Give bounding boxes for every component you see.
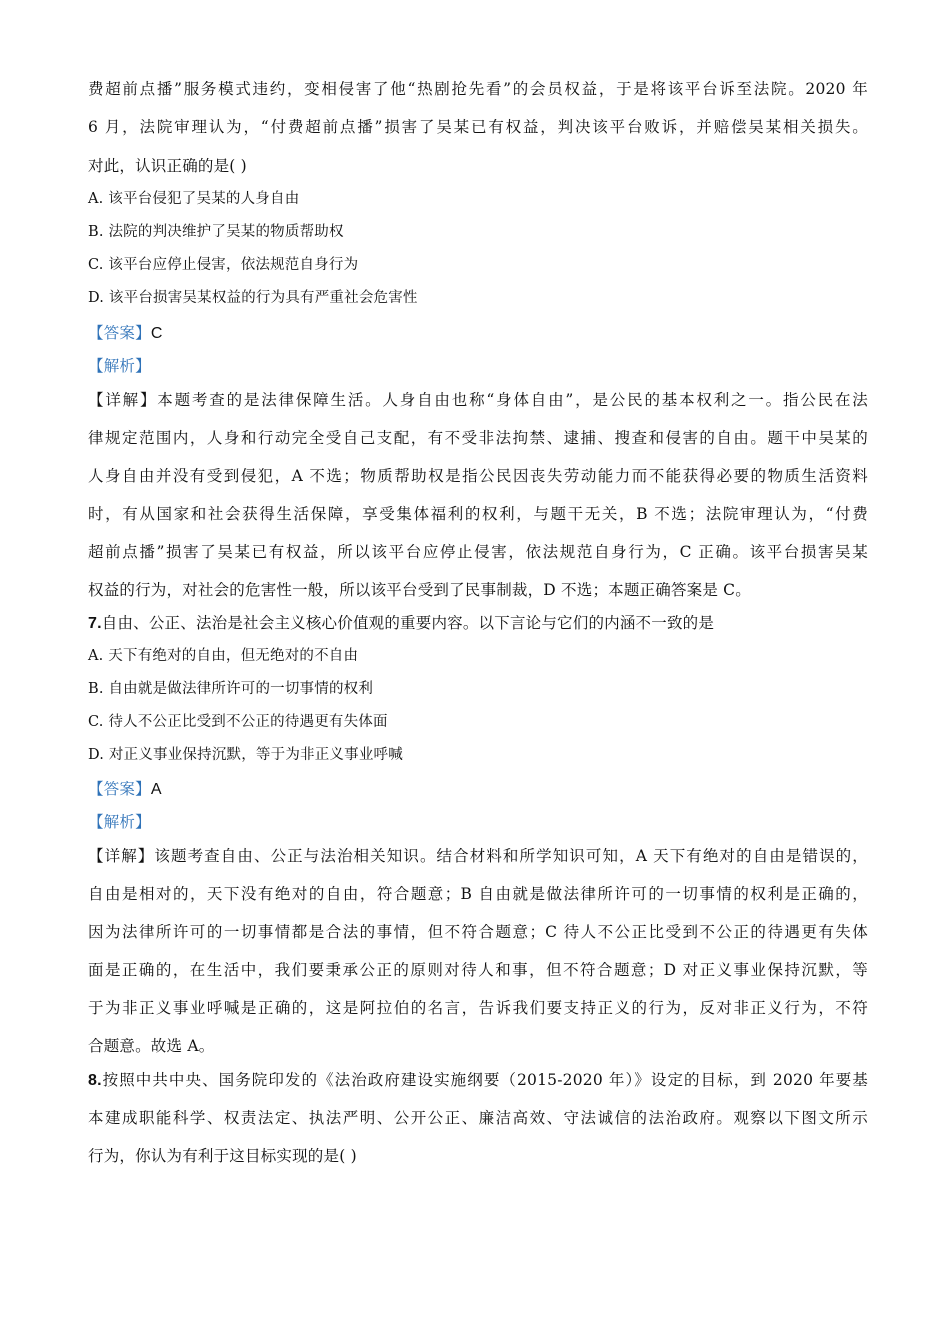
q7-detail-line-3: 因为法律所许可的一切事情都是合法的事情，但不符合题意；C 待人不公正比受到不公正的待遇更有失体 — [88, 923, 868, 941]
q8-stem-line-1 — [88, 1069, 868, 1092]
q6-detail-line-5: 超前点播”损害了吴某已有权益，所以该平台应停止侵害，依法规范自身行为，C 正确。该平台损害吴某 — [88, 543, 868, 561]
q6-analysis-tag — [88, 355, 868, 377]
q8-stem-line-3: 行为，你认为有利于这目标实现的是( ) — [88, 1147, 357, 1165]
q6-detail-line-2: 律规定范围内，人身和行动完全受自己支配，有不受非法拘禁、逮捕、搜查和侵害的自由。题干中吴某的 — [88, 429, 868, 447]
q6-stem-line-1: 费超前点播”服务模式违约，变相侵害了他“热剧抢先看”的会员权益，于是将该平台诉至法院。2020 年 — [88, 80, 868, 98]
analysis-tag: 【解析】 — [88, 813, 151, 831]
q6-option-d: D. 该平台损害吴某权益的行为具有严重社会危害性 — [88, 290, 418, 306]
q6-detail-line-1 — [88, 389, 868, 411]
q7-detail-line-1 — [88, 845, 868, 867]
q6-answer — [88, 322, 868, 345]
answer-tag: 【答案】 — [88, 780, 151, 798]
q7-detail-line-6: 合题意。故选 A。 — [88, 1037, 215, 1055]
detail-tag: 【详解】 — [88, 391, 158, 409]
q7-option-c: C. 待人不公正比受到不公正的待遇更有失体面 — [88, 714, 388, 730]
q7-stem — [88, 612, 868, 635]
answer-value: C — [150, 325, 163, 342]
q7-option-d: D. 对正义事业保持沉默，等于为非正义事业呼喊 — [88, 747, 403, 763]
q7-detail-line-2: 自由是相对的，天下没有绝对的自由，符合题意；B 自由就是做法律所许可的一切事情的权利是正确的， — [88, 885, 868, 903]
detail-tag: 【详解】 — [88, 847, 155, 865]
q7-number: 7. — [88, 615, 102, 632]
detail-text: 该题考查自由、公正与法治相关知识。结合材料和所学知识可知，A 天下有绝对的自由是错误的， — [154, 847, 868, 865]
q6-option-c: C. 该平台应停止侵害，依法规范自身行为 — [88, 257, 359, 273]
answer-value: A — [150, 781, 162, 798]
analysis-tag: 【解析】 — [88, 357, 151, 375]
q6-option-a: A. 该平台侵犯了吴某的人身自由 — [88, 191, 300, 207]
q8-stem-text: 按照中共中央、国务院印发的《法治政府建设实施纲要（2015-2020 年）》设定的目标，到 2020 年要基 — [101, 1071, 868, 1089]
q7-detail-line-4: 面是正确的，在生活中，我们要秉承公正的原则对待人和事，但不符合题意；D 对正义事业保持沉默，等 — [88, 961, 868, 979]
q7-answer — [88, 778, 868, 801]
q6-detail-line-3: 人身自由并没有受到侵犯，A 不选；物质帮助权是指公民因丧失劳动能力而不能获得必要的物质生活资料 — [88, 467, 868, 485]
q6-detail-line-4: 时，有从国家和社会获得生活保障，享受集体福利的权利，与题干无关，B 不选；法院审理认为，“付费 — [88, 505, 868, 523]
q7-stem-text: 自由、公正、法治是社会主义核心价值观的重要内容。以下言论与它们的内涵不一致的是 — [101, 614, 715, 632]
q7-detail-line-5: 于为非正义事业呼喊是正确的，这是阿拉伯的名言，告诉我们要支持正义的行为，反对非正义行为，不符 — [88, 999, 868, 1017]
q6-stem-line-3: 对此，认识正确的是( ) — [88, 157, 247, 175]
q6-detail-line-6: 权益的行为，对社会的危害性一般，所以该平台受到了民事制裁，D 不选；本题正确答案是 C。 — [88, 581, 751, 599]
q7-analysis-tag — [88, 811, 868, 833]
detail-text: 本题考查的是法律保障生活。人身自由也称“身体自由”，是公民的基本权利之一。指公民在法 — [157, 391, 868, 409]
q8-number: 8. — [88, 1072, 102, 1089]
answer-tag: 【答案】 — [88, 324, 151, 342]
q8-stem-line-2: 本建成职能科学、权责法定、执法严明、公开公正、廉洁高效、守法诚信的法治政府。观察以下图文所示 — [88, 1109, 868, 1127]
q6-stem-line-2: 6 月，法院审理认为，“付费超前点播”损害了吴某已有权益，判决该平台败诉，并赔偿吴某相关损失。 — [88, 118, 868, 136]
q6-option-b: B. 法院的判决维护了吴某的物质帮助权 — [88, 224, 344, 240]
q7-option-b: B. 自由就是做法律所许可的一切事情的权利 — [88, 681, 374, 697]
q7-option-a: A. 天下有绝对的自由，但无绝对的不自由 — [88, 648, 359, 664]
